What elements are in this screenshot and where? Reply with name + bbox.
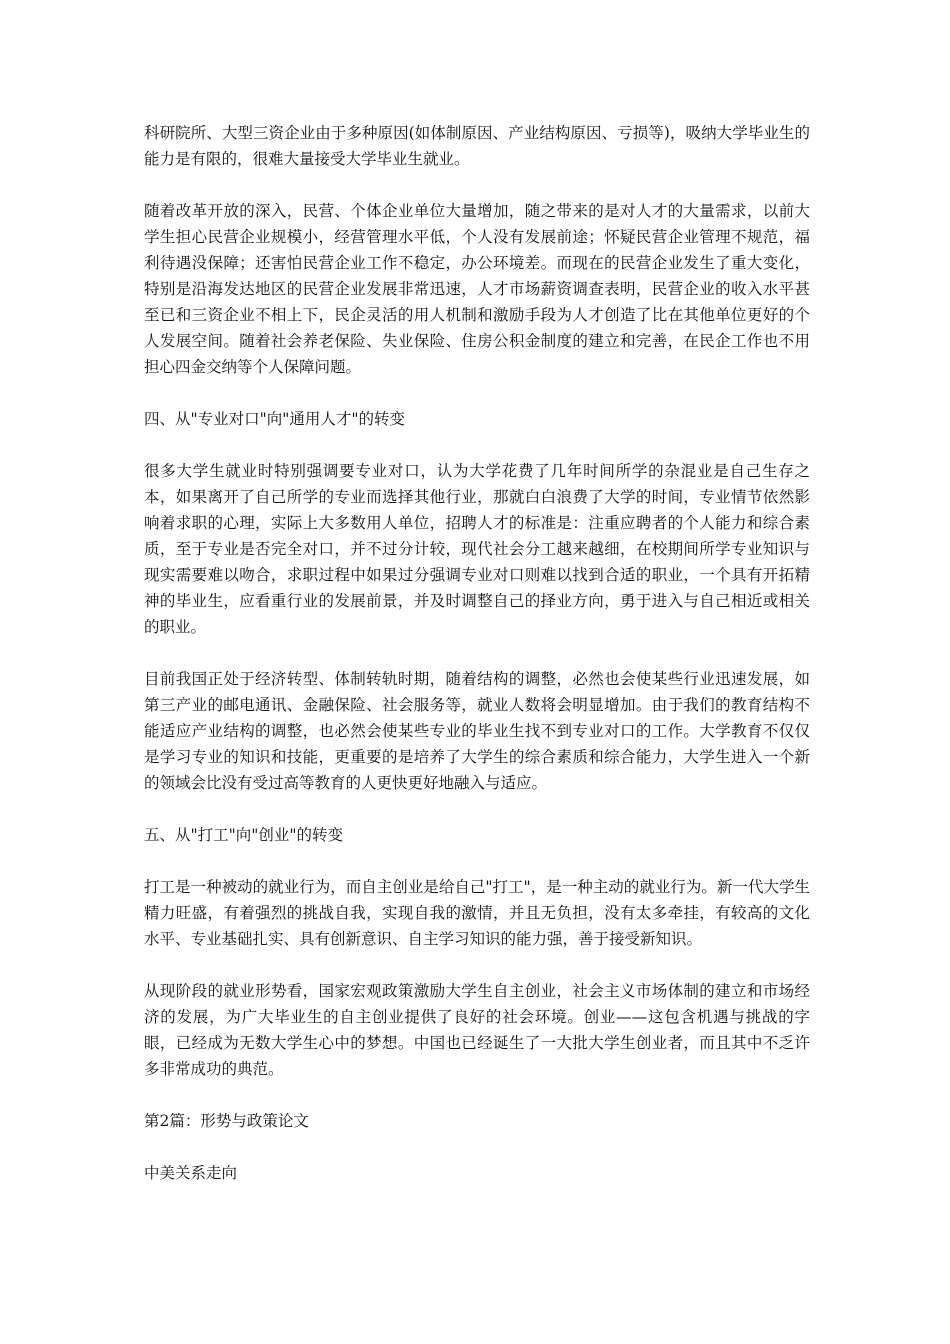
paragraph-work-vs-entrepreneurship: 打工是一种被动的就业行为，而自主创业是给自己"打工"，是一种主动的就业行为。新一代大学生精力旺盛，有着强烈的挑战自我，实现自我的激情，并且无负担，没有太多牵挂，有较高的文化水平、专业基础扎实、具有创新意识、自主学习知识的能力强，善于接受新知识。 [144, 878, 810, 948]
paragraph-private-enterprise-growth: 随着改革开放的深入，民营、个体企业单位大量增加，随之带来的是对人才的大量需求，以前大学生担心民营企业规模小，经营管理水平低，个人没有发展前途；怀疑民营企业管理不规范，福利待遇没保障；还害怕民营企业工作不稳定，办公环境差。而现在的民营企业发生了重大变化，特别是沿海发达地区的民营企业发展非常迅速，人才市场薪资调查表明，民营企业的收入水平甚至已和三资企业不相上下，民企灵活的用人机制和激励手段为人才创造了比在其他单位更好的个人发展空间。随着社会养老保险、失业保险、住房公积金制度的建立和完善，在民企工作也不用担心四金交纳等个人保障问题。 [144, 202, 810, 376]
article-subtitle: 中美关系走向 [144, 1164, 238, 1182]
section-heading-4: 四、从"专业对口"向"通用人才"的转变 [144, 410, 406, 428]
paragraph-institutions-limited-capacity: 科研院所、大型三资企业由于多种原因(如体制原因、产业结构原因、亏损等)，吸纳大学毕业生的能力是有限的，很难大量接受大学毕业生就业。 [144, 124, 810, 168]
document-page [144, 120, 810, 1186]
paragraph-economic-transition: 目前我国正处于经济转型、体制转轨时期，随着结构的调整，必然也会使某些行业迅速发展，如第三产业的邮电通讯、金融保险、社会服务等，就业人数将会明显增加。由于我们的教育结构不能适应产业结构的调整，也必然会使某些专业的毕业生找不到专业对口的工作。大学教育不仅仅是学习专业的知识和技能，更重要的是培养了大学生的综合素质和综合能力，大学生进入一个新的领域会比没有受过高等教育的人更快更好地融入与适应。 [144, 670, 810, 792]
section-heading-5: 五、从"打工"向"创业"的转变 [144, 826, 344, 844]
paragraph-major-matching: 很多大学生就业时特别强调要专业对口，认为大学花费了几年时间所学的杂混业是自己生存之本，如果离开了自己所学的专业而选择其他行业，那就白白浪费了大学的时间，专业情节依然影响着求职的心理，实际上大多数用人单位，招聘人才的标准是：注重应聘者的个人能力和综合素质，至于专业是否完全对口，并不过分计较，现代社会分工越来越细，在校期间所学专业知识与现实需要难以吻合，求职过程中如果过分强调专业对口则难以找到合适的职业，一个具有开拓精神的毕业生，应看重行业的发展前景，并及时调整自己的择业方向，勇于进入与自己相近或相关的职业。 [144, 462, 810, 636]
article-title-2: 第2篇：形势与政策论文 [144, 1112, 309, 1130]
paragraph-entrepreneurship-environment: 从现阶段的就业形势看，国家宏观政策激励大学生自主创业，社会主义市场体制的建立和市场经济的发展，为广大毕业生的自主创业提供了良好的社会环境。创业——这包含机遇与挑战的字眼，已经成为无数大学生心中的梦想。中国也已经诞生了一大批大学生创业者，而且其中不乏许多非常成功的典范。 [144, 982, 810, 1078]
